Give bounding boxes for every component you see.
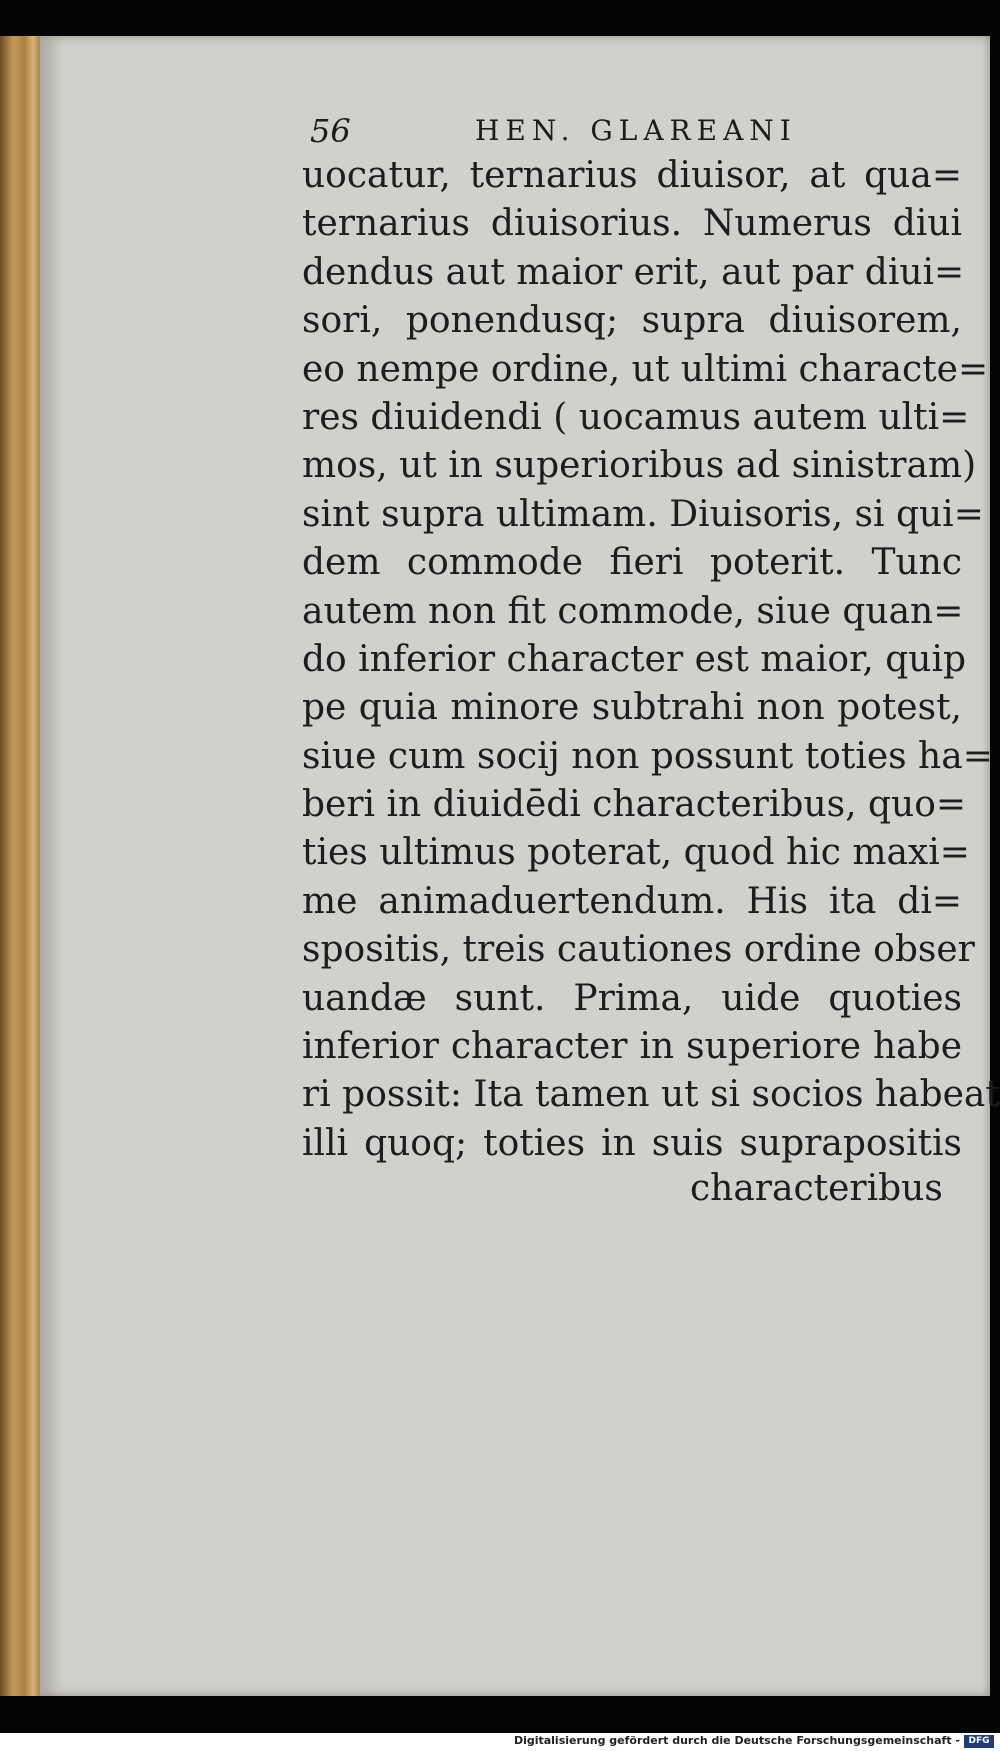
text-line: ri possit: Ita tamen ut si socios habeat	[302, 1074, 1000, 1116]
text-line: uandæ sunt. Prima, uide quoties	[302, 977, 962, 1019]
text-line: sint supra ultimam. Diuisoris, si qui=	[302, 493, 984, 535]
text-line: beri in diuidēdi characteribus, quo=	[302, 784, 967, 826]
text-line: inferior character in superiore habe	[302, 1026, 962, 1068]
running-head: HEN. GLAREANI	[475, 114, 797, 147]
text-line: illi quoq; toties in suis suprapositis	[302, 1122, 962, 1164]
text-line: me animaduertendum. His ita di=	[302, 880, 962, 922]
text-line: pe quia minore subtrahi non potest,	[302, 687, 962, 729]
dfg-logo: DFG	[964, 1735, 994, 1748]
funding-credit: Digitalisierung gefördert durch die Deutsche Forschungsgemeinschaft -	[513, 1734, 960, 1747]
text-line: dendus aut maior erit, aut par diui=	[302, 251, 965, 293]
text-line: mos, ut in superioribus ad sinistram)	[302, 445, 977, 487]
text-line: res diuidendi ( uocamus autem ulti=	[302, 396, 970, 438]
text-line: dem commode fieri poterit. Tunc	[302, 542, 962, 584]
body-text	[302, 152, 1000, 1168]
text-line: siue cum socij non possunt toties ha=	[302, 735, 993, 777]
catchword: characteribus	[690, 1168, 943, 1209]
page-header	[310, 112, 870, 156]
text-line: ties ultimus poterat, quod hic maxi=	[302, 832, 970, 874]
digitization-footer	[0, 1733, 1000, 1751]
text-line: sori, ponendusq; supra diuisorem,	[302, 300, 962, 342]
book-spine-edge	[0, 36, 44, 1696]
text-line: ternarius diuisorius. Numerus diui	[302, 203, 962, 245]
text-line: uocatur, ternarius diuisor, at qua=	[302, 155, 962, 196]
text-line: autem non fit commode, siue quan=	[302, 590, 964, 632]
text-line: spositis, treis cautiones ordine obser	[302, 929, 975, 971]
text-line: do inferior character est maior, quip	[302, 638, 967, 680]
text-line: eo nempe ordine, ut ultimi characte=	[302, 348, 989, 390]
page-number: 56	[310, 112, 351, 150]
